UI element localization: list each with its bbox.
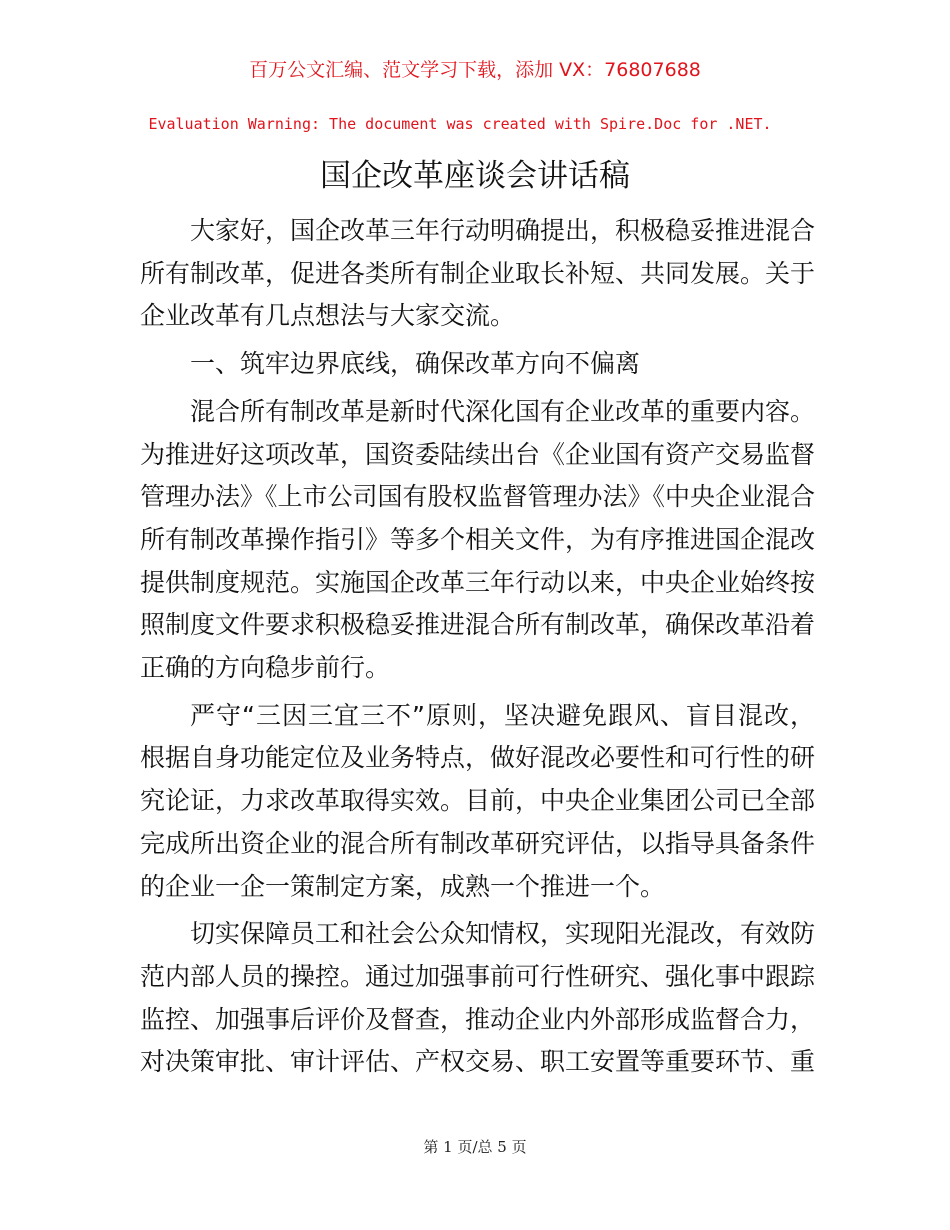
page-title: 国企改革座谈会讲话稿 xyxy=(320,158,630,194)
section-heading-1: 一、筑牢边界底线，确保改革方向不偏离 xyxy=(190,349,641,379)
page-number-footer: 第 1 页/总 5 页 xyxy=(423,1138,527,1156)
document-body xyxy=(140,210,815,1089)
evaluation-warning: Evaluation Warning: The document was created with Spire.Doc for .NET. xyxy=(148,115,772,133)
paragraph-section-1: 混合所有制改革是新时代深化国有企业改革的重要内容。为推进好这项改革，国资委陆续出台《企业国有资产交易监督管理办法》《上市公司国有股权监督管理办法》《中央企业混合所有制改革操作指引》等多个相关文件，为有序推进国企混改提供制度规范。实施国企改革三年行动以来，中央企业始终按照制度文件要求积极稳妥推进混合所有制改革，确保改革沿着正确的方向稳步前行。 xyxy=(140,396,816,683)
paragraph-transparency: 切实保障员工和社会公众知情权，实现阳光混改，有效防范内部人员的操控。通过加强事前可行性研究、强化事中跟踪监控、加强事后评价及督查，推动企业内外部形成监督合力，对决策审批、审计评估、产权交易、职工安置等重要环节、重 xyxy=(140,919,816,1077)
paragraph-principles: 严守“三因三宜三不”原则，坚决避免跟风、盲目混改，根据自身功能定位及业务特点，做好混改必要性和可行性的研究论证，力求改革取得实效。目前，中央企业集团公司已全部完成所出资企业的混合所有制改革研究评估，以指导具备条件的企业一企一策制定方案，成熟一个推进一个。 xyxy=(140,700,816,901)
paragraph-intro: 大家好，国企改革三年行动明确提出，积极稳妥推进混合所有制改革，促进各类所有制企业取长补短、共同发展。关于企业改革有几点想法与大家交流。 xyxy=(140,216,816,331)
promo-banner: 百万公文汇编、范文学习下载，添加 VX：76807688 xyxy=(249,59,701,81)
